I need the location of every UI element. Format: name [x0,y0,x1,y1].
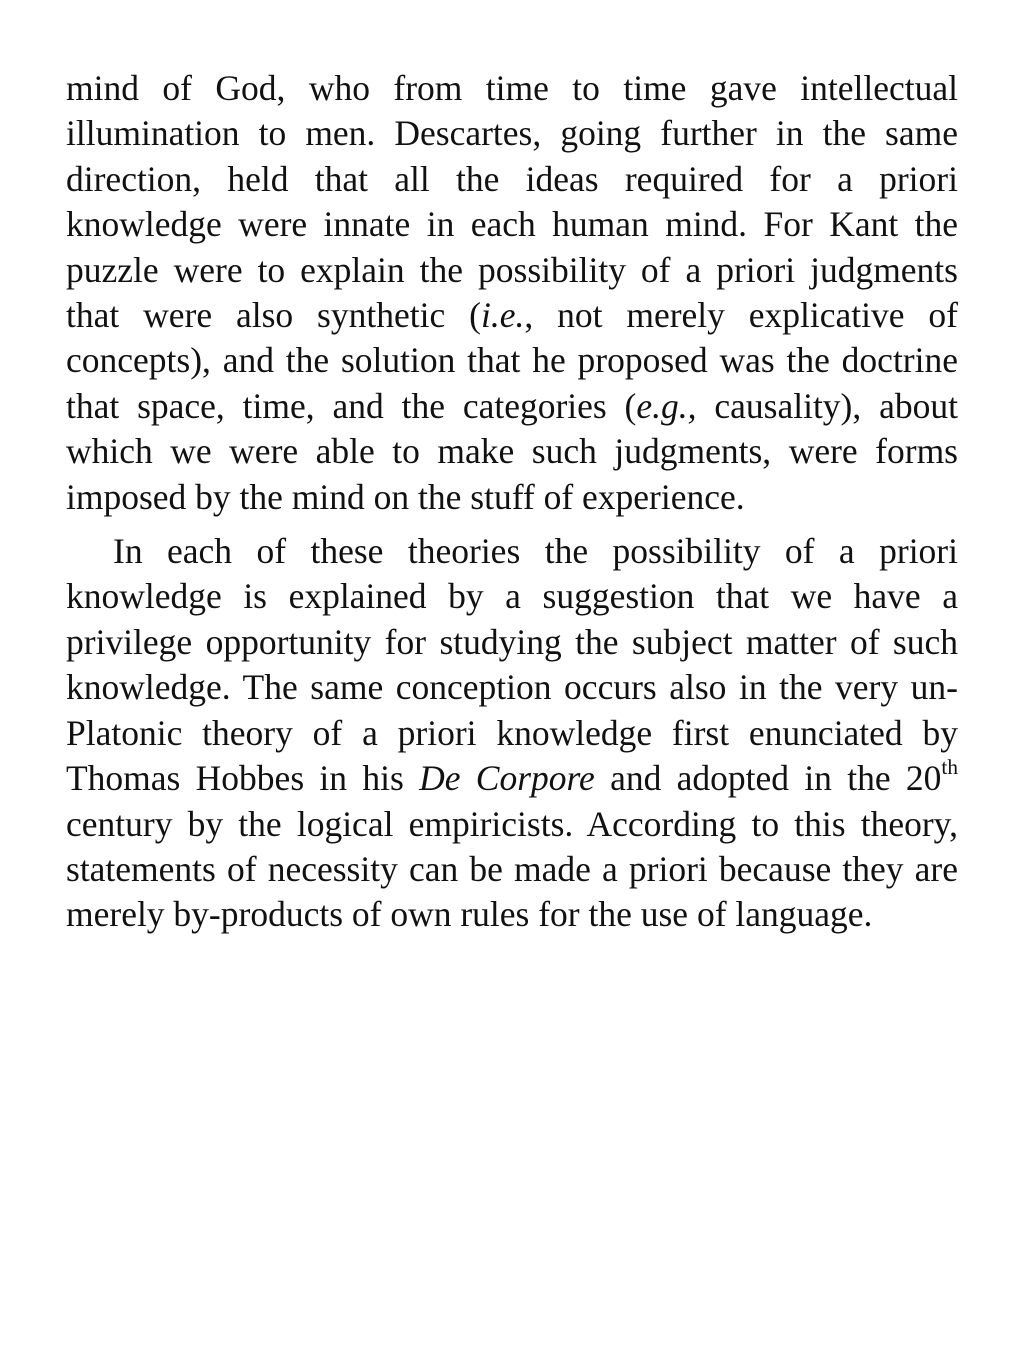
document-page [66,66,958,938]
book-title-de-corpore: De Corpore [419,758,595,799]
paragraph-2-text-2: and adopted in the 20 [594,758,942,799]
abbreviation-eg: e.g., [636,385,697,426]
paragraph-1 [66,66,958,520]
paragraph-2 [66,529,958,938]
paragraph-2-text-1: In each of these theories the possibility of a priori knowledge is explained by a suggestion that we have a privilege opportunity for studying the subject matter of such knowledge. The same conception occurs also in the very un-Platonic theory of a priori knowledge first enunciated by Thomas Hobbes in his [66,531,958,799]
ordinal-suffix: th [941,755,958,780]
paragraph-2-text-3: century by the logical empiricists. According to this theory, statements of necessity can be made a priori because they are merely by-products of own rules for the use of language. [66,803,958,935]
abbreviation-ie: i.e. [480,295,525,336]
paragraph-1-text-1: mind of God, who from time to time gave intellectual illumination to men. Descartes, going further in the same direction, held that all the ideas required for a priori knowledge were innate in each human mind. For Kant the puzzle were to explain the possibility of a priori judgments that were also synthetic ( [66,68,958,336]
paragraph-1-text-3: causality), about which we were able to make such judgments, were forms imposed by the mind on the stuff of experience. [66,385,958,517]
paragraph-1-text-2: , not merely explicative of concepts), and the solution that he proposed was the doctrine that space, time, and the categories ( [66,295,958,426]
